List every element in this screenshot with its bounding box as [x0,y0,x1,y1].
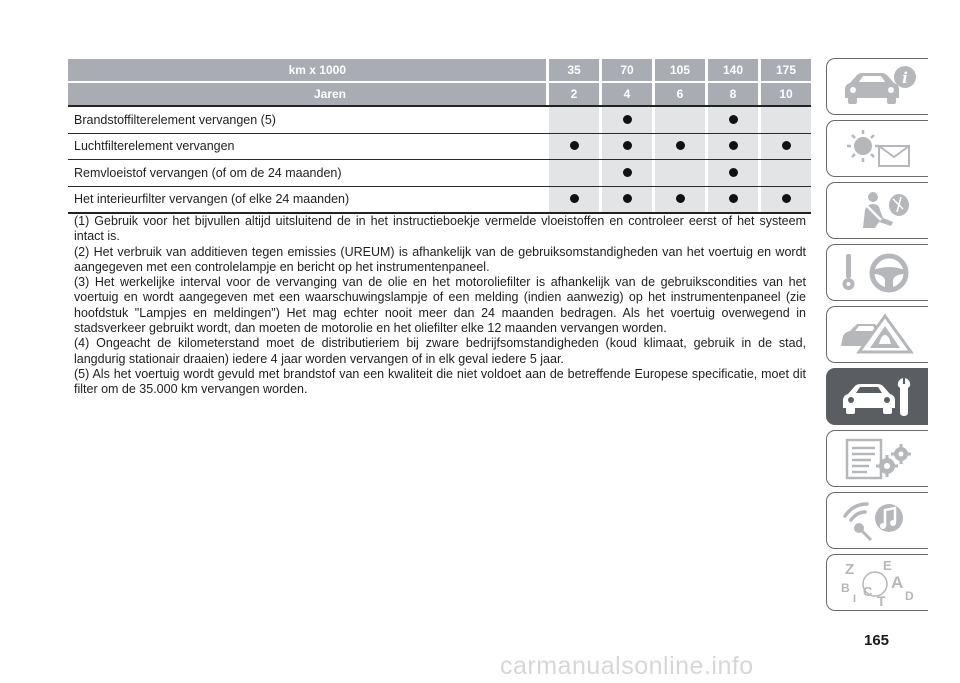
maintenance-table [68,59,811,214]
footnote: (4) Ongeacht de kilometerstand moet de distributieriem bij zware bedrijfsomstandigheden (koud klimaat, gebruik in de stad, langdurig stationair draaien) iedere 4 jaar worden vervangen of in elk geval iedere 5 jaar. [74,336,806,366]
warning-triangle-car-icon [837,312,921,358]
index-letter: D [905,589,914,603]
interval-cell [655,186,705,213]
row-label: Luchtfilterelement vervangen [68,133,546,160]
header-year-value: 10 [761,82,811,106]
table-header-km [68,59,811,82]
row-label: Brandstoffilterelement vervangen (5) [68,106,546,133]
alphabet-index-icon [837,560,921,606]
footnotes [74,214,806,398]
tab-lights-messages[interactable] [826,120,928,177]
interval-cell [708,133,758,160]
car-info-icon [837,64,921,110]
table-header-years [68,82,811,106]
tab-index[interactable] [826,554,928,611]
index-letter: A [891,573,904,592]
tab-maintenance[interactable] [826,368,928,425]
service-dot [782,194,791,203]
header-km-value: 140 [708,59,758,82]
interval-cell [602,133,652,160]
service-dot [729,194,738,203]
index-letter: E [883,560,892,573]
footnote: (1) Gebruik voor het bijvullen altijd uitsluitend de in het instructieboekje vermelde vloeistoffen en controleer eerst of het systeem intact is. [74,214,806,244]
row-label: Het interieurfilter vervangen (of elke 24 maanden) [68,186,546,213]
service-dot [570,194,579,203]
header-km-label: km x 1000 [68,59,546,82]
index-letter: I [853,593,857,605]
tab-safety[interactable] [826,182,928,239]
index-letter: C [863,584,873,599]
key-steering-wheel-icon [837,250,921,296]
interval-cell [708,160,758,187]
interval-cell [549,106,599,133]
tab-starting-driving[interactable] [826,244,928,301]
tab-car-info[interactable] [826,58,928,115]
car-wrench-icon [837,374,921,420]
interval-cell [761,133,811,160]
interval-cell [655,106,705,133]
interval-cell [549,133,599,160]
service-dot [676,194,685,203]
interval-cell [602,160,652,187]
footnote: (3) Het werkelijke interval voor de vervanging van de olie en het motoroliefilter is afhankelijk van de gebruikscondities van het voertuig en wordt aangegeven met een waarschuwingslampje of een melding (indien aanwezig) op het instrumentenpaneel (zie hoofdstuk "Lampjes en meldingen") Het mag echter nooit meer dan 24 maanden bedragen. Als het voertuig overwegend in stadsverkeer gebruikt wordt, dan moeten de motorolie en het oliefilter elke 12 maanden vervangen worden. [74,275,806,336]
interval-cell [761,160,811,187]
header-km-value: 175 [761,59,811,82]
table-row [68,106,811,133]
index-letter: T [877,593,886,606]
header-year-value: 2 [549,82,599,106]
row-label: Remvloeistof vervangen (of om de 24 maanden) [68,160,546,187]
airbag-seatbelt-icon [837,188,921,234]
watermark: carmanualsonline.info [500,652,754,680]
header-km-value: 105 [655,59,705,82]
chapter-tabs [826,58,928,616]
interval-cell [655,133,705,160]
lights-message-icon [837,126,921,172]
service-dot [729,115,738,124]
footnote: (5) Als het voertuig wordt gevuld met brandstof van een kwaliteit die niet voldoet aan de betreffende Europese specificatie, moet dit filter om de 35.000 km vervangen worden. [74,366,806,397]
interval-cell [761,106,811,133]
table-row [68,160,811,187]
service-dot [570,141,579,150]
interval-cell [708,106,758,133]
tab-multimedia[interactable] [826,492,928,549]
interval-cell [549,186,599,213]
header-km-value: 70 [602,59,652,82]
svg-text:i: i [902,69,908,87]
interval-cell [708,186,758,213]
service-dot [676,141,685,150]
header-year-value: 8 [708,82,758,106]
service-dot [623,194,632,203]
tab-technical-data[interactable] [826,430,928,487]
table-row [68,186,811,213]
index-letter: Z [845,561,855,578]
service-dot [729,141,738,150]
service-dot [729,168,738,177]
interval-cell [549,160,599,187]
header-year-value: 6 [655,82,705,106]
interval-cell [602,186,652,213]
table-row [68,133,811,160]
interval-cell [761,186,811,213]
header-km-value: 35 [549,59,599,82]
page-number: 165 [864,632,890,649]
interval-cell [655,160,705,187]
service-dot [782,141,791,150]
service-dot [623,141,632,150]
spec-sheet-gears-icon [837,436,921,482]
header-year-value: 4 [602,82,652,106]
footnote: (2) Het verbruik van additieven tegen emissies (UREUM) is afhankelijk van de gebruiksomstandigheden van het voertuig en wordt aangegeven met een controlelampje en bericht op het instrumentenpaneel. [74,244,806,274]
tab-emergency[interactable] [826,306,928,363]
index-letter: B [841,581,850,595]
multimedia-music-icon [837,498,921,544]
service-dot [623,115,632,124]
header-years-label: Jaren [68,82,546,106]
interval-cell [602,106,652,133]
service-dot [623,168,632,177]
